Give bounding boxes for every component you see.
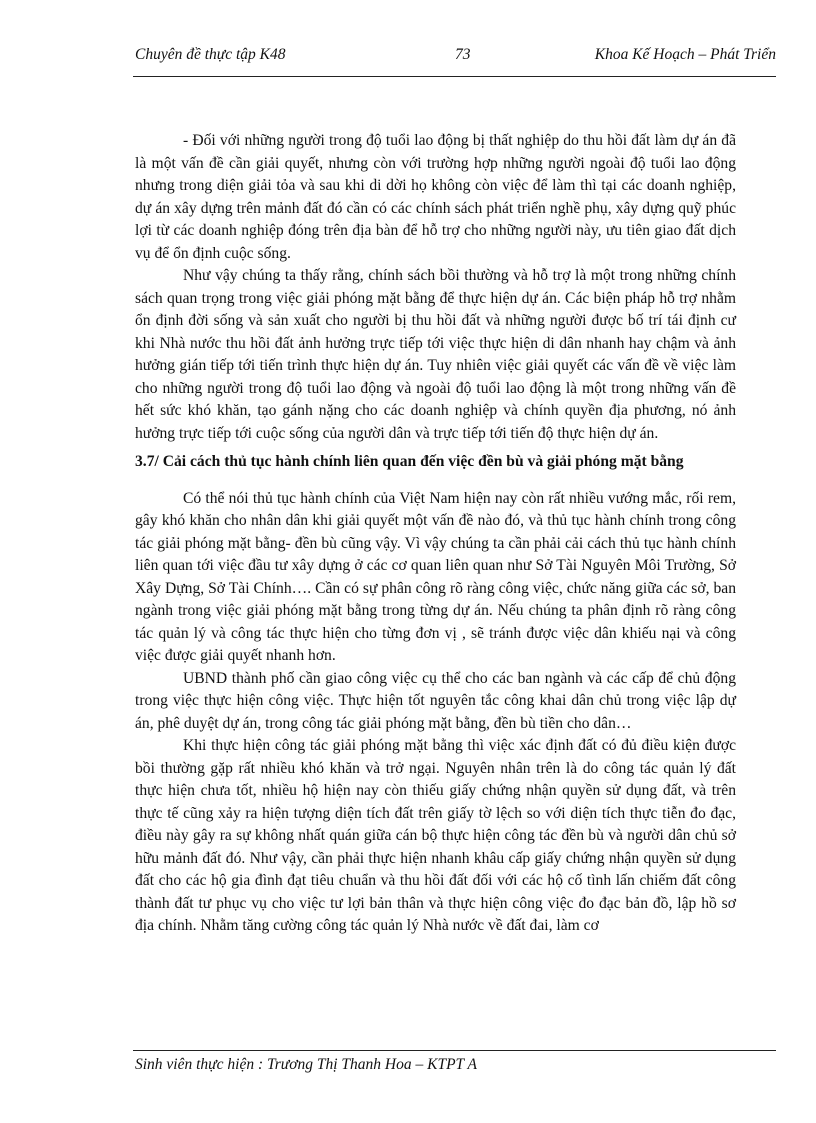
header-faculty: Khoa Kế Hoạch – Phát Triển	[594, 46, 776, 63]
page-body	[135, 130, 736, 938]
page-header	[135, 46, 776, 70]
body-paragraph: - Đối với những người trong độ tuổi lao động bị thất nghiệp do thu hồi đất làm dự án đã là một vấn đề cần giải quyết, nhưng còn với trường hợp những người ngoài độ tuổi lao động nhưng trong diện giải tỏa và sau khi di dời họ không còn việc để làm thì tại các doanh nghiệp, dự án xây dựng trên mảnh đất đó cần có các chính sách phát triển nghề phụ, xây dựng quỹ phúc lợi từ các doanh nghiệp đóng trên địa bàn để hỗ trợ cho những người này, ưu tiên giao đất dịch vụ để ổn định cuộc sống.	[135, 132, 736, 262]
section-heading: 3.7/ Cải cách thủ tục hành chính liên quan đến việc đền bù và giải phóng mặt bằng	[135, 453, 684, 470]
page-footer: Sinh viên thực hiện : Trương Thị Thanh Hoa – KTPT A	[135, 1056, 477, 1073]
body-paragraph: Khi thực hiện công tác giải phóng mặt bằng thì việc xác định đất có đủ điều kiện được bồi thường gặp rất nhiều khó khăn và trở ngại. Nguyên nhân trên là do công tác quản lý đất thực hiện chưa tốt, nhiều hộ hiện nay còn thiếu giấy chứng nhận quyền sử dụng đất, và trên thực tế cũng xảy ra hiện tượng diện tích đất trên giấy tờ lệch so với diện tích thực tiễn đo đạc, điều này gây ra sự không nhất quán giữa cán bộ thực hiện công tác đền bù và người dân chủ sở hữu mảnh đất đó. Như vậy, cần phải thực hiện nhanh khâu cấp giấy chứng nhận quyền sử dụng đất cho các hộ gia đình đạt tiêu chuẩn và thu hồi đất đối với các hộ cố tình lấn chiếm đất công thành đất tư phục vụ cho việc tư lợi bản thân và thực hiện công việc đo đạc bản đồ, lập hồ sơ địa chính. Nhằm tăng cường công tác quản lý Nhà nước về đất đai, làm cơ	[135, 737, 736, 934]
header-course-title: Chuyên đề thực tập K48	[135, 46, 286, 63]
header-page-number: 73	[455, 46, 471, 63]
header-divider	[133, 76, 776, 77]
body-paragraph: UBND thành phố cần giao công việc cụ thể cho các ban ngành và các cấp để chủ động trong việc thực hiện công việc. Thực hiện tốt nguyên tắc công khai dân chủ trong việc lập dự án, phê duyệt dự án, trong công tác giải phóng mặt bằng, đền bù tiền cho dân…	[135, 669, 736, 732]
body-paragraph: Như vậy chúng ta thấy rằng, chính sách bồi thường và hỗ trợ là một trong những chính sách quan trọng trong việc giải phóng mặt bằng để thực hiện dự án. Các biện pháp hỗ trợ nhằm ổn định đời sống và sản xuất cho người bị thu hồi đất và những người được bố trí tái định cư khi Nhà nước thu hồi đất ảnh hưởng trực tiếp tới việc thực hiện di dân nhanh hay chậm và ảnh hưởng gián tiếp tới tiến trình thực hiện dự án. Tuy nhiên việc giải quyết các vấn đề về việc làm cho những người trong độ tuổi lao động và ngoài độ tuổi lao động là một trong những vấn đề hết sức khó khăn, tạo gánh nặng cho các doanh nghiệp và chính quyền địa phương, nó ảnh hưởng trực tiếp tới cuộc sống của người dân và trực tiếp tới tiến độ thực hiện dự án.	[135, 267, 736, 442]
footer-divider	[133, 1050, 776, 1051]
body-paragraph: Có thể nói thủ tục hành chính của Việt Nam hiện nay còn rất nhiều vướng mắc, rối rem, gây khó khăn cho nhân dân khi giải quyết một vấn đề nào đó, và thủ tục hành chính trong công tác giải phóng mặt bằng- đền bù cũng vậy. Vì vậy chúng ta cần phải cải cách thủ tục hành chính liên quan tới việc đầu tư xây dựng ở các cơ quan liên quan như Sở Tài Nguyên Môi Trường, Sở Xây Dựng, Sở Tài Chính…. Cần có sự phân công rõ ràng công việc, chức năng giữa các sở, ban ngành trong việc giải phóng mặt bằng trong từng dự án. Nếu chúng ta phân định rõ ràng công tác quản lý và công tác thực hiện cho từng đơn vị , sẽ tránh được việc dân khiếu nại và công việc được giải quyết nhanh hơn.	[135, 489, 736, 664]
